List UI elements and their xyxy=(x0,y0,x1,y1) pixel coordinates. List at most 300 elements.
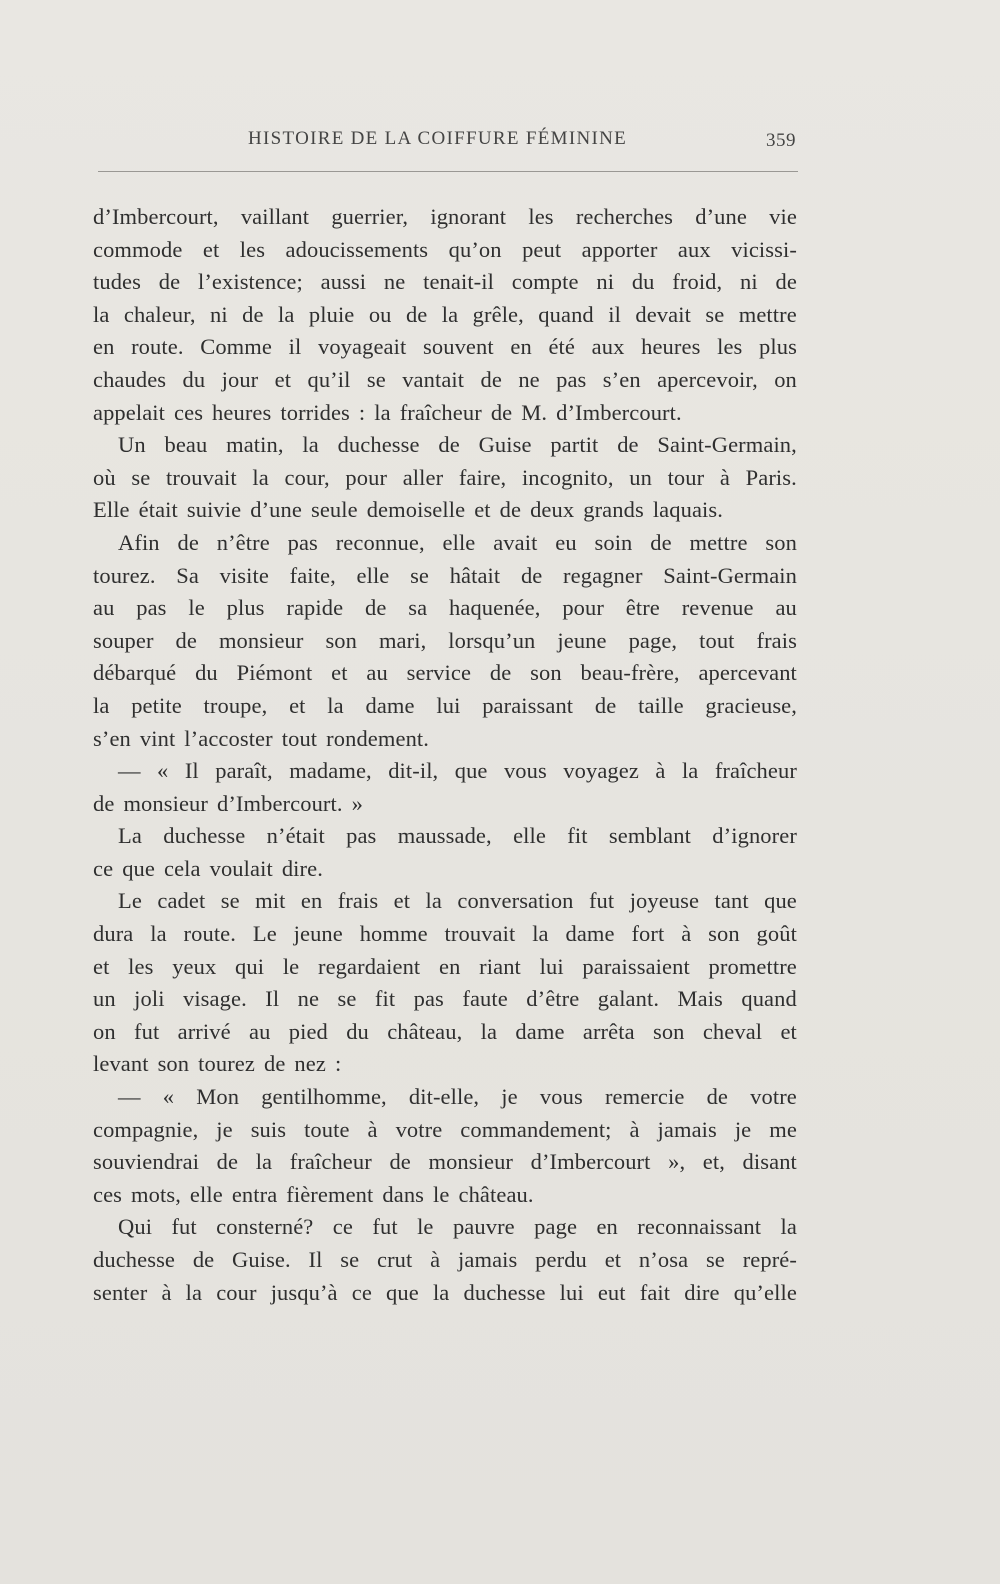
word: souper xyxy=(93,627,154,653)
word: dame xyxy=(565,921,615,947)
word: je xyxy=(501,1084,518,1110)
word: d’une xyxy=(250,497,302,523)
word: se xyxy=(705,301,725,327)
word: se xyxy=(337,986,357,1012)
word: ne xyxy=(383,269,406,295)
word: incognito, xyxy=(521,464,614,490)
text-line xyxy=(93,592,797,625)
word: et xyxy=(331,660,348,686)
word: pas xyxy=(556,366,587,392)
word: deux xyxy=(530,497,575,523)
word: et xyxy=(202,236,220,262)
word: tout xyxy=(699,627,735,653)
word: vous xyxy=(503,758,547,784)
word: : xyxy=(358,399,366,425)
word: fit xyxy=(567,823,588,849)
word: heures xyxy=(641,334,701,360)
word: Comme xyxy=(200,334,272,360)
word: au xyxy=(366,660,388,686)
word: mari, xyxy=(378,627,427,653)
word: la xyxy=(441,301,459,327)
word: de xyxy=(520,562,543,588)
word: service xyxy=(406,660,472,686)
word: de xyxy=(405,301,428,327)
word: de xyxy=(594,692,617,718)
word: ce xyxy=(332,1214,353,1240)
word: dire. xyxy=(281,855,323,881)
word: : xyxy=(334,1051,342,1077)
word: avait xyxy=(493,529,538,555)
word: senter xyxy=(93,1279,148,1305)
word: arrivé xyxy=(177,1018,231,1044)
word: chaudes xyxy=(93,366,167,392)
text-line xyxy=(93,788,797,821)
word: en xyxy=(596,1214,618,1240)
word: beau-frère, xyxy=(580,660,680,686)
word: pas xyxy=(136,595,167,621)
word: n’était xyxy=(266,823,325,849)
word: ne xyxy=(297,986,320,1012)
word: mots, xyxy=(131,1181,181,1207)
word: de xyxy=(775,269,797,295)
word: dame xyxy=(515,1018,565,1044)
word: château, xyxy=(387,1018,463,1044)
word: cheval xyxy=(702,1018,763,1044)
word: pauvre xyxy=(452,1214,515,1240)
word: Le xyxy=(118,888,142,914)
word: trouvait xyxy=(444,921,516,947)
word: monsieur xyxy=(123,790,208,816)
word: visage. xyxy=(182,986,247,1012)
word: et xyxy=(780,1018,797,1044)
word: joyeuse xyxy=(629,888,700,914)
text-line xyxy=(93,234,797,267)
word: froid, xyxy=(672,269,723,295)
word: ces xyxy=(93,1181,123,1207)
word: frais xyxy=(756,627,797,653)
text-line xyxy=(93,331,797,364)
word: la xyxy=(150,921,167,947)
word: perdu xyxy=(535,1247,587,1272)
word: dit-il, xyxy=(388,758,439,784)
page-number: 359 xyxy=(766,130,796,151)
word: elle xyxy=(356,562,390,588)
word: sa xyxy=(408,595,428,621)
text-line xyxy=(93,1179,797,1212)
text-line xyxy=(93,625,797,658)
word: un xyxy=(629,464,652,490)
word: monsieur xyxy=(218,627,304,653)
word: « xyxy=(157,758,169,784)
word: je xyxy=(216,1116,233,1142)
word: me xyxy=(769,1116,797,1142)
word: page, xyxy=(628,627,678,653)
word: les xyxy=(128,953,154,979)
text-line xyxy=(93,1146,797,1179)
word: galant. xyxy=(597,986,660,1012)
word: un xyxy=(93,986,116,1012)
word: votre xyxy=(395,1116,443,1142)
word: de xyxy=(706,1084,728,1110)
word: d’être xyxy=(526,986,580,1012)
word: duchesse xyxy=(337,432,420,458)
word: plus xyxy=(759,334,797,360)
word: s’en xyxy=(93,725,131,751)
word: de xyxy=(192,1247,215,1272)
body-text xyxy=(93,201,797,1309)
running-head xyxy=(0,128,1000,158)
word: pas xyxy=(287,529,318,555)
word: on xyxy=(93,1018,116,1044)
word: vantait xyxy=(402,366,465,392)
word: en xyxy=(510,334,532,360)
word: fraîcheur xyxy=(289,1149,372,1175)
word: matin, xyxy=(226,432,284,458)
word: entra xyxy=(231,1181,278,1207)
word: de xyxy=(177,529,199,555)
word: rapide xyxy=(286,595,344,621)
word: appelait xyxy=(93,399,166,425)
word: son xyxy=(325,627,357,653)
text-line xyxy=(93,560,797,593)
word: fit xyxy=(374,986,396,1012)
word: monsieur xyxy=(428,1149,514,1175)
word: nez xyxy=(294,1051,326,1077)
word: route. xyxy=(131,334,184,360)
word: se xyxy=(220,888,240,914)
word: — xyxy=(118,758,141,784)
word: tant xyxy=(714,888,749,914)
word: vous xyxy=(539,1084,583,1110)
word: souviendrai xyxy=(93,1149,200,1175)
word: de xyxy=(242,301,264,327)
word: heures xyxy=(212,399,272,425)
word: fut xyxy=(171,1214,197,1240)
word: jeune xyxy=(557,627,607,653)
word: Le xyxy=(252,921,277,947)
word: tourez xyxy=(198,1051,255,1077)
word: cour, xyxy=(284,464,330,490)
word: Guise. xyxy=(232,1247,291,1272)
word: le xyxy=(433,1181,450,1207)
word: petite xyxy=(131,692,182,718)
word: faute xyxy=(462,986,508,1012)
text-line xyxy=(93,1114,797,1147)
word: conversation xyxy=(457,888,574,914)
word: jour xyxy=(221,366,259,392)
word: pour xyxy=(562,595,604,621)
text-line xyxy=(93,364,797,397)
word: à xyxy=(719,464,730,490)
word: cela xyxy=(163,855,201,881)
word: goût xyxy=(756,921,797,947)
word: se xyxy=(410,562,430,588)
word: le xyxy=(417,1214,434,1240)
word: Mais xyxy=(677,986,723,1012)
word: qui xyxy=(235,953,265,979)
word: d’ignorer xyxy=(712,823,797,849)
word: beau xyxy=(164,432,208,458)
word: n’être xyxy=(216,529,270,555)
word: l’accoster xyxy=(184,725,273,751)
word: que xyxy=(764,888,797,914)
word: mit xyxy=(255,888,286,914)
word: ignorant xyxy=(430,204,507,229)
word: où xyxy=(93,464,116,490)
word: elle xyxy=(189,1181,223,1207)
text-line xyxy=(93,1277,797,1310)
word: qu’elle xyxy=(733,1279,797,1305)
word: son xyxy=(530,660,562,686)
word: « xyxy=(162,1084,175,1110)
word: riant xyxy=(479,953,521,979)
word: jamais xyxy=(657,1116,717,1142)
text-line xyxy=(93,397,797,430)
word: troupe, xyxy=(203,692,268,718)
word: laquais. xyxy=(652,497,723,523)
word: madame, xyxy=(289,758,372,784)
word: et xyxy=(289,692,306,718)
word: tout xyxy=(281,725,318,751)
word: on xyxy=(774,366,797,392)
word: la xyxy=(255,1149,273,1175)
word: aux xyxy=(591,334,625,360)
word: fort xyxy=(631,921,665,947)
word: regardaient xyxy=(318,953,421,979)
word: commandement; xyxy=(460,1116,612,1142)
word: à xyxy=(655,758,666,784)
word: l’existence; xyxy=(197,269,303,295)
text-line xyxy=(93,1016,797,1049)
text-line xyxy=(93,1081,797,1114)
word: Il xyxy=(265,986,280,1012)
word: la xyxy=(185,1279,203,1305)
word: pas xyxy=(346,823,377,849)
word: disant xyxy=(742,1149,797,1175)
word: la xyxy=(374,399,391,425)
word: demoiselle xyxy=(366,497,466,523)
word: et, xyxy=(702,1149,725,1175)
word: torrides xyxy=(280,399,350,425)
word: de xyxy=(158,269,181,295)
text-line xyxy=(93,951,797,984)
word: le xyxy=(282,953,300,979)
word: haquenée, xyxy=(449,595,541,621)
word: de xyxy=(650,529,672,555)
word: lui xyxy=(559,1279,584,1305)
word: homme xyxy=(359,921,428,947)
word: à xyxy=(681,921,692,947)
text-line xyxy=(93,299,797,332)
word: Il xyxy=(308,1247,323,1272)
word: tudes xyxy=(93,269,141,295)
text-line xyxy=(93,918,797,951)
word: maussade, xyxy=(397,823,492,849)
word: d’Imbercourt. xyxy=(216,790,343,816)
word: se xyxy=(340,1247,360,1272)
text-line xyxy=(93,201,797,234)
word: Il xyxy=(184,758,199,784)
word: quand xyxy=(538,301,594,327)
text-line xyxy=(93,885,797,918)
word: de xyxy=(490,399,513,425)
text-line xyxy=(93,820,797,853)
word: de xyxy=(617,432,639,458)
word: eut xyxy=(597,1279,626,1305)
word: page xyxy=(534,1214,578,1240)
word: gentilhomme, xyxy=(261,1084,387,1110)
text-line xyxy=(93,527,797,560)
text-line xyxy=(93,462,797,495)
word: », xyxy=(668,1149,686,1175)
word: fut xyxy=(134,1018,160,1044)
word: fut xyxy=(372,1214,398,1240)
word: ce xyxy=(93,855,114,881)
word: son xyxy=(765,529,797,555)
word: se xyxy=(366,366,386,392)
word: vie xyxy=(769,204,797,229)
word: et xyxy=(93,953,110,979)
word: à xyxy=(430,1247,441,1272)
word: pour xyxy=(345,464,388,490)
word: voyagez xyxy=(563,758,639,784)
word: votre xyxy=(750,1084,797,1110)
word: hâtait xyxy=(449,562,501,588)
word: qu’on xyxy=(448,236,502,262)
word: que xyxy=(454,758,488,784)
word: compte xyxy=(511,269,579,295)
word: seule xyxy=(310,497,358,523)
word: et xyxy=(274,366,292,392)
word: de xyxy=(499,497,522,523)
word: chaleur, xyxy=(123,301,196,327)
word: jeune xyxy=(293,921,343,947)
word: apercevoir, xyxy=(657,366,758,392)
word: la xyxy=(302,432,319,458)
word: il xyxy=(608,301,621,327)
word: son xyxy=(157,1051,190,1077)
text-line xyxy=(93,494,797,527)
word: duchesse xyxy=(93,1247,176,1272)
word: cadet xyxy=(157,888,206,914)
word: Qui xyxy=(118,1214,153,1240)
word: souvent xyxy=(423,334,494,360)
word: dame xyxy=(365,692,415,718)
word: Afin xyxy=(118,529,160,555)
word: repré- xyxy=(742,1247,797,1272)
word: Mon xyxy=(196,1084,240,1110)
word: guerrier, xyxy=(331,204,409,229)
word: à xyxy=(629,1116,640,1142)
word: se xyxy=(131,464,151,490)
word: ces xyxy=(174,399,204,425)
word: fièrement xyxy=(286,1181,374,1207)
word: que xyxy=(386,1279,419,1305)
word: grands xyxy=(583,497,644,523)
word: mettre xyxy=(738,301,797,327)
word: pied xyxy=(288,1018,328,1044)
word: eu xyxy=(555,529,577,555)
word: et xyxy=(393,888,411,914)
word: semblant xyxy=(608,823,691,849)
word: Saint-Germain, xyxy=(657,432,797,458)
word: trouvait xyxy=(165,464,237,490)
word: et xyxy=(604,1247,622,1272)
word: qu’il xyxy=(307,366,351,392)
word: cour xyxy=(216,1279,257,1305)
word: dans xyxy=(382,1181,425,1207)
word: été xyxy=(548,334,575,360)
word: le xyxy=(188,595,205,621)
word: duchesse xyxy=(463,1279,546,1305)
word: dit-elle, xyxy=(408,1084,480,1110)
word: route. xyxy=(183,921,236,947)
word: consterné? xyxy=(216,1214,314,1240)
word: jusqu’à xyxy=(270,1279,338,1305)
word: était xyxy=(138,497,178,523)
word: de xyxy=(480,366,502,392)
word: pas xyxy=(413,986,444,1012)
word: Guise xyxy=(478,432,532,458)
word: ni xyxy=(740,269,758,295)
word: à xyxy=(367,1116,378,1142)
word: de xyxy=(365,595,387,621)
word: apporter xyxy=(581,236,658,262)
word: lui xyxy=(539,953,564,979)
word: elle xyxy=(513,823,546,849)
word: jamais xyxy=(458,1247,518,1272)
word: paraît, xyxy=(215,758,273,784)
word: La xyxy=(118,823,142,849)
word: reconnaissant xyxy=(637,1214,762,1240)
word: tour xyxy=(667,464,705,490)
word: la xyxy=(480,1018,498,1044)
word: rondement. xyxy=(326,725,429,751)
word: dura xyxy=(93,921,134,947)
word: plus xyxy=(226,595,265,621)
word: en xyxy=(300,888,323,914)
word: reconnue, xyxy=(335,529,425,555)
word: d’Imbercourt xyxy=(530,1149,651,1175)
word: levant xyxy=(93,1051,149,1077)
text-line xyxy=(93,723,797,756)
word: et xyxy=(474,497,491,523)
word: joli xyxy=(134,986,165,1012)
word: taille xyxy=(638,692,684,718)
word: n’osa xyxy=(638,1247,689,1272)
word: débarqué xyxy=(93,660,177,686)
word: Un xyxy=(118,432,146,458)
word: aller xyxy=(402,464,444,490)
word: la xyxy=(780,1214,797,1240)
word: de xyxy=(263,1051,286,1077)
word: regagner xyxy=(563,562,643,588)
word: toute xyxy=(304,1116,350,1142)
word: se xyxy=(705,1247,725,1272)
word: vaillant xyxy=(240,204,310,229)
word: faite, xyxy=(289,562,336,588)
word: aux xyxy=(677,236,711,262)
word: adoucissements xyxy=(285,236,429,262)
word: la xyxy=(93,692,110,718)
word: apercevant xyxy=(698,660,797,686)
word: vint xyxy=(139,725,176,751)
word: ce xyxy=(351,1279,372,1305)
word: de xyxy=(216,1149,239,1175)
text-line xyxy=(93,983,797,1016)
word: ou xyxy=(368,301,392,327)
word: château. xyxy=(458,1181,534,1207)
